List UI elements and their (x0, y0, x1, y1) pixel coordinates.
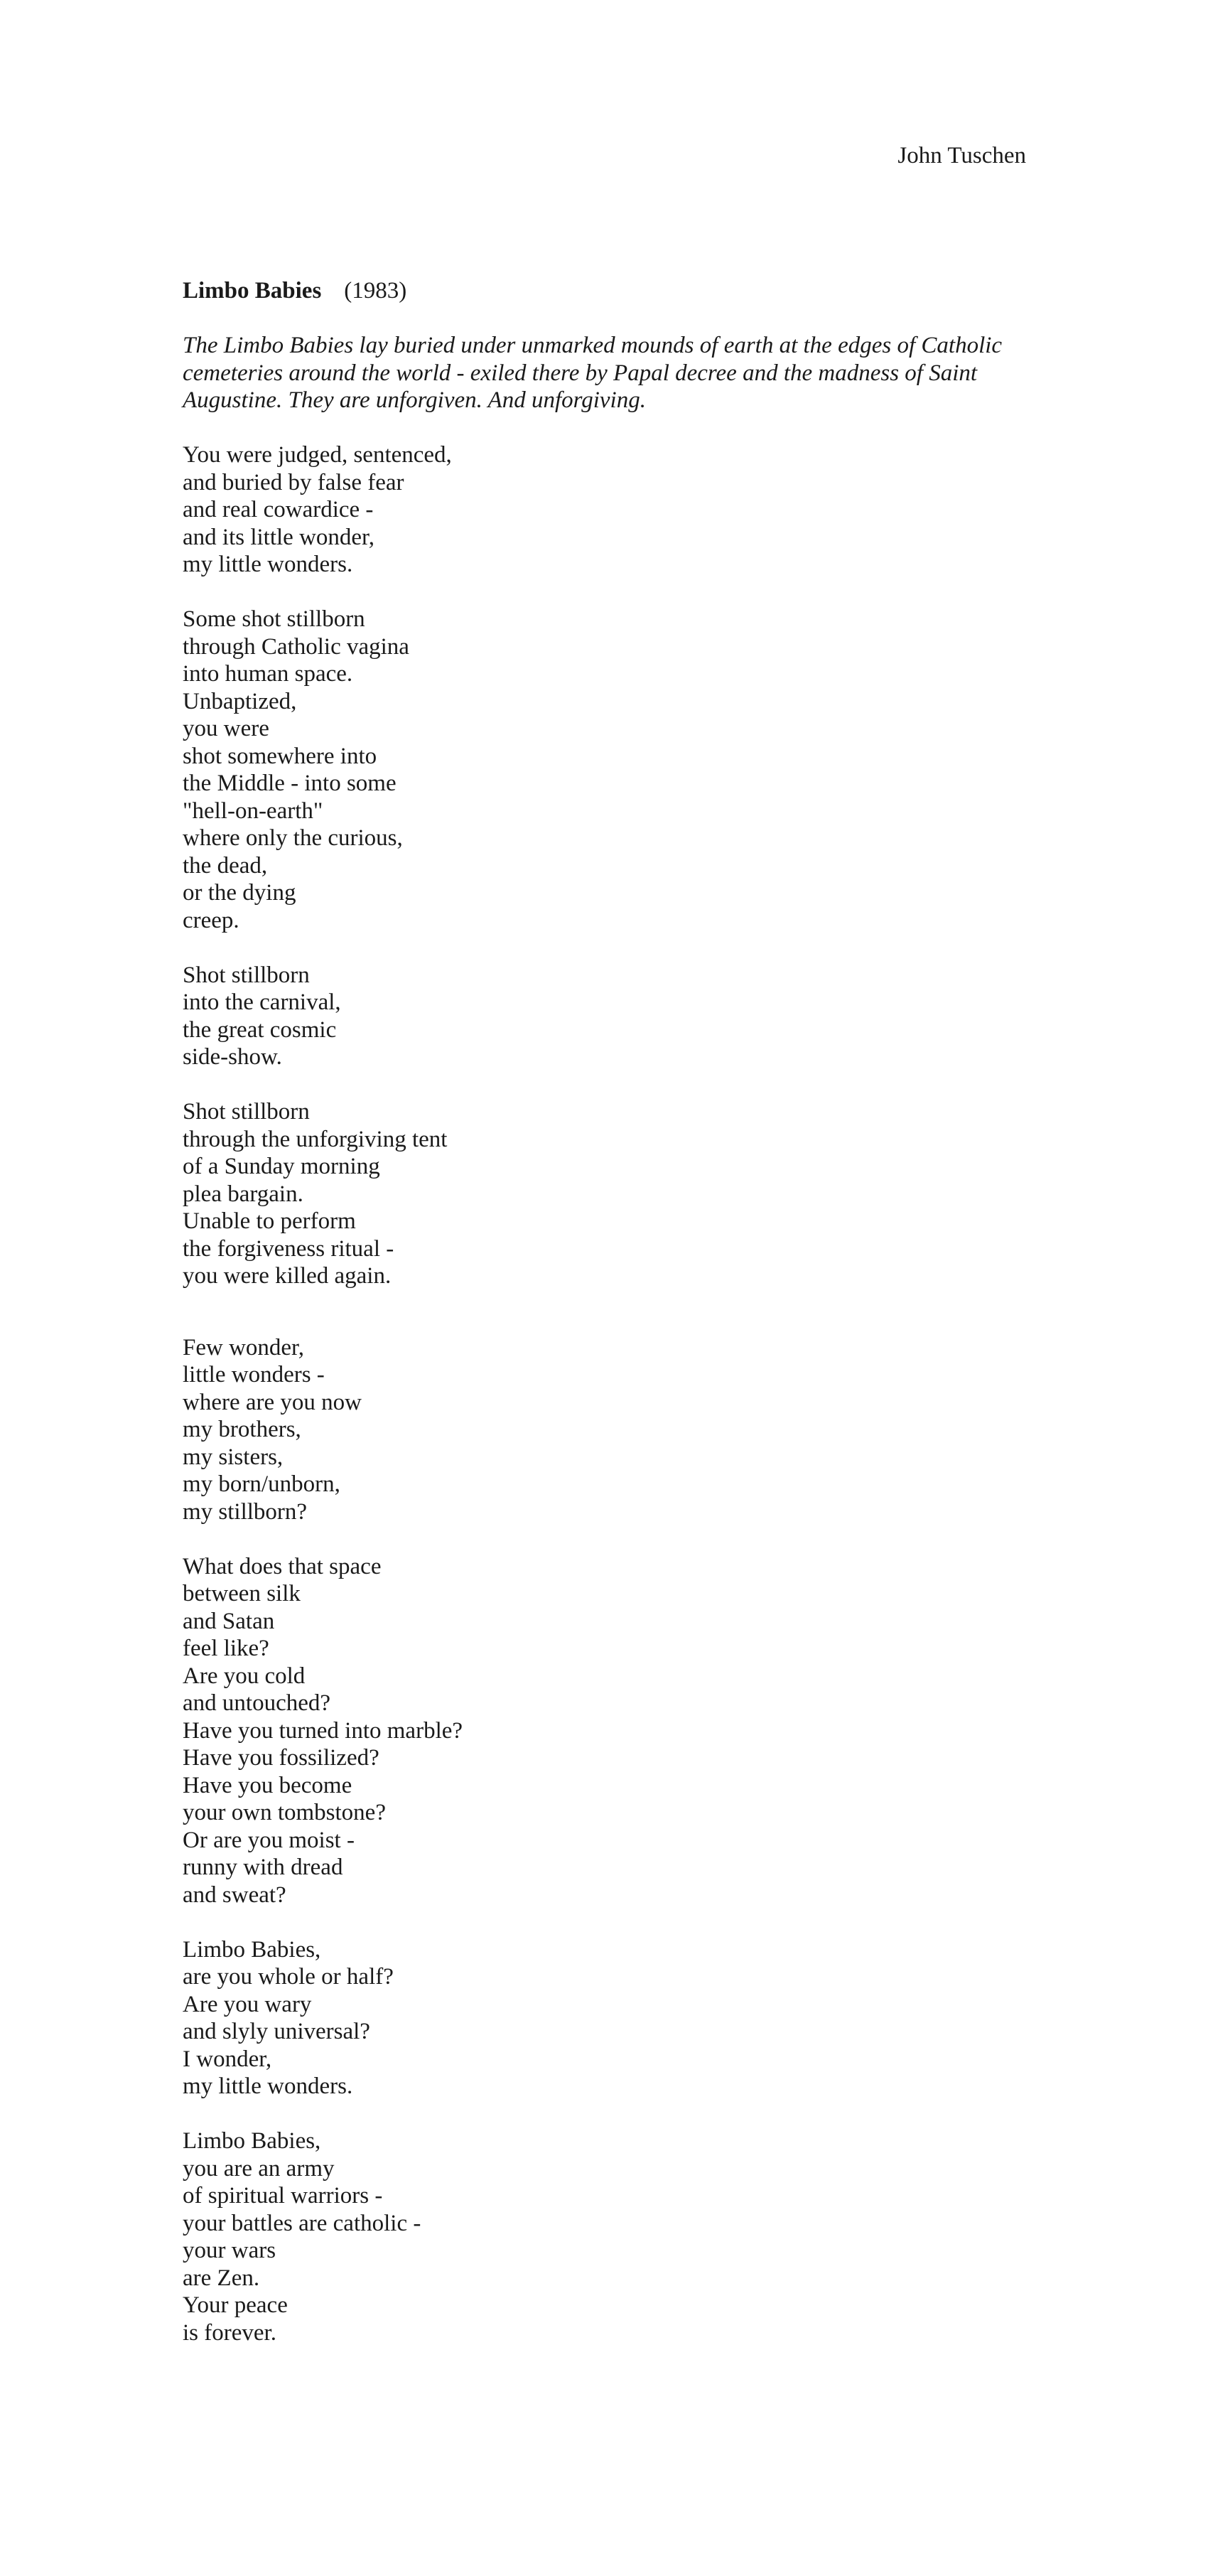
poem-line: into human space. (183, 661, 353, 687)
poem-line: Have you become (183, 1772, 352, 1798)
poem-line: the Middle - into some (183, 771, 397, 796)
poem-line: I wonder, (183, 2046, 272, 2072)
stanza (183, 606, 1035, 934)
poem-line: and Satan (183, 1608, 275, 1634)
poem-line: What does that space (183, 1553, 382, 1579)
poem-line: is forever. (183, 2319, 276, 2346)
poem-line: Unable to perform (183, 1208, 356, 1234)
poem-line: and buried by false fear (183, 469, 404, 495)
poem-line: into the carnival, (183, 989, 341, 1015)
poem-line: Are you cold (183, 1663, 306, 1689)
poem-line: my brothers, (183, 1417, 301, 1442)
poem-line: or the dying (183, 880, 296, 906)
poem-title: Limbo Babies (183, 278, 322, 304)
poem-line: feel like? (183, 1636, 269, 1661)
author-name: John Tuschen (897, 143, 1026, 168)
poem-year: (1983) (344, 278, 407, 304)
poem-heading (183, 277, 1035, 305)
poem-line: and its little wonder, (183, 524, 374, 550)
poem-body (183, 277, 1035, 2374)
stanza (183, 1098, 1035, 1290)
poem-line: Limbo Babies, (183, 1936, 321, 1963)
poem-line: "hell-on-earth" (183, 798, 323, 824)
poem-line: you are an army (183, 2155, 335, 2181)
poem-line: my stillborn? (183, 1498, 308, 1525)
poem-line: and sweat? (183, 1882, 286, 1908)
poem-line: of a Sunday morning (183, 1154, 380, 1179)
stanza (183, 1553, 1035, 1909)
stanza (183, 1334, 1035, 1526)
poem-line: my little wonders. (183, 2073, 353, 2099)
poem-line: your battles are catholic - (183, 2210, 421, 2236)
poem-line: where only the curious, (183, 825, 403, 851)
poem-line: and real cowardice - (183, 497, 374, 522)
poem-line: Few wonder, (183, 1334, 304, 1361)
stanza (183, 2127, 1035, 2346)
poem-line: you were killed again. (183, 1263, 392, 1289)
poem-line: Shot stillborn (183, 962, 310, 988)
poem-stanzas (183, 441, 1035, 2346)
poem-line: runny with dread (183, 1855, 343, 1880)
stanza (183, 962, 1035, 1071)
poem-line: and untouched? (183, 1690, 331, 1716)
poem-line: side-show. (183, 1044, 282, 1070)
poem-line: Unbaptized, (183, 688, 297, 714)
poem-line: through Catholic vagina (183, 633, 409, 660)
poem-line: and slyly universal? (183, 2019, 370, 2044)
poem-line: of spiritual warriors - (183, 2183, 383, 2209)
poem-line: you were (183, 716, 269, 741)
poem-line: Have you fossilized? (183, 1745, 379, 1771)
poem-line: the forgiveness ritual - (183, 1235, 394, 1262)
poem-line: plea bargain. (183, 1181, 303, 1207)
poem-line: my sisters, (183, 1444, 284, 1470)
poem-line: shot somewhere into (183, 743, 377, 769)
poem-epigraph: The Limbo Babies lay buried under unmarked mounds of earth at the edges of Catholic cemeteries around the world - exiled there by Papal decree and the madness of Saint Augustine. They are unforgiven. And unforgiving. (183, 333, 1003, 413)
poem-line: creep. (183, 907, 239, 933)
poem-line: Or are you moist - (183, 1827, 355, 1853)
poem-line: my little wonders. (183, 552, 353, 577)
poem-line: are you whole or half? (183, 1964, 394, 1990)
poem-line: You were judged, sentenced, (183, 442, 452, 468)
poem-line: Have you turned into marble? (183, 1717, 463, 1744)
poem-line: your own tombstone? (183, 1800, 386, 1825)
poem-line: Shot stillborn (183, 1099, 310, 1125)
poem-line: are Zen. (183, 2265, 260, 2291)
poem-line: my born/unborn, (183, 1471, 340, 1497)
poem-line: through the unforgiving tent (183, 1126, 448, 1152)
poem-line: between silk (183, 1581, 301, 1606)
poem-line: where are you now (183, 1389, 362, 1415)
poem-line: Your peace (183, 2292, 288, 2318)
stanza (183, 1936, 1035, 2100)
poem-line: Are you wary (183, 1991, 312, 2017)
poem-line: little wonders - (183, 1362, 325, 1388)
poem-line: Some shot stillborn (183, 606, 365, 632)
poem-line: your wars (183, 2238, 276, 2263)
poem-line: the dead, (183, 852, 268, 879)
poem-line: Limbo Babies, (183, 2128, 321, 2154)
poem-line: the great cosmic (183, 1016, 337, 1043)
stanza (183, 441, 1035, 579)
